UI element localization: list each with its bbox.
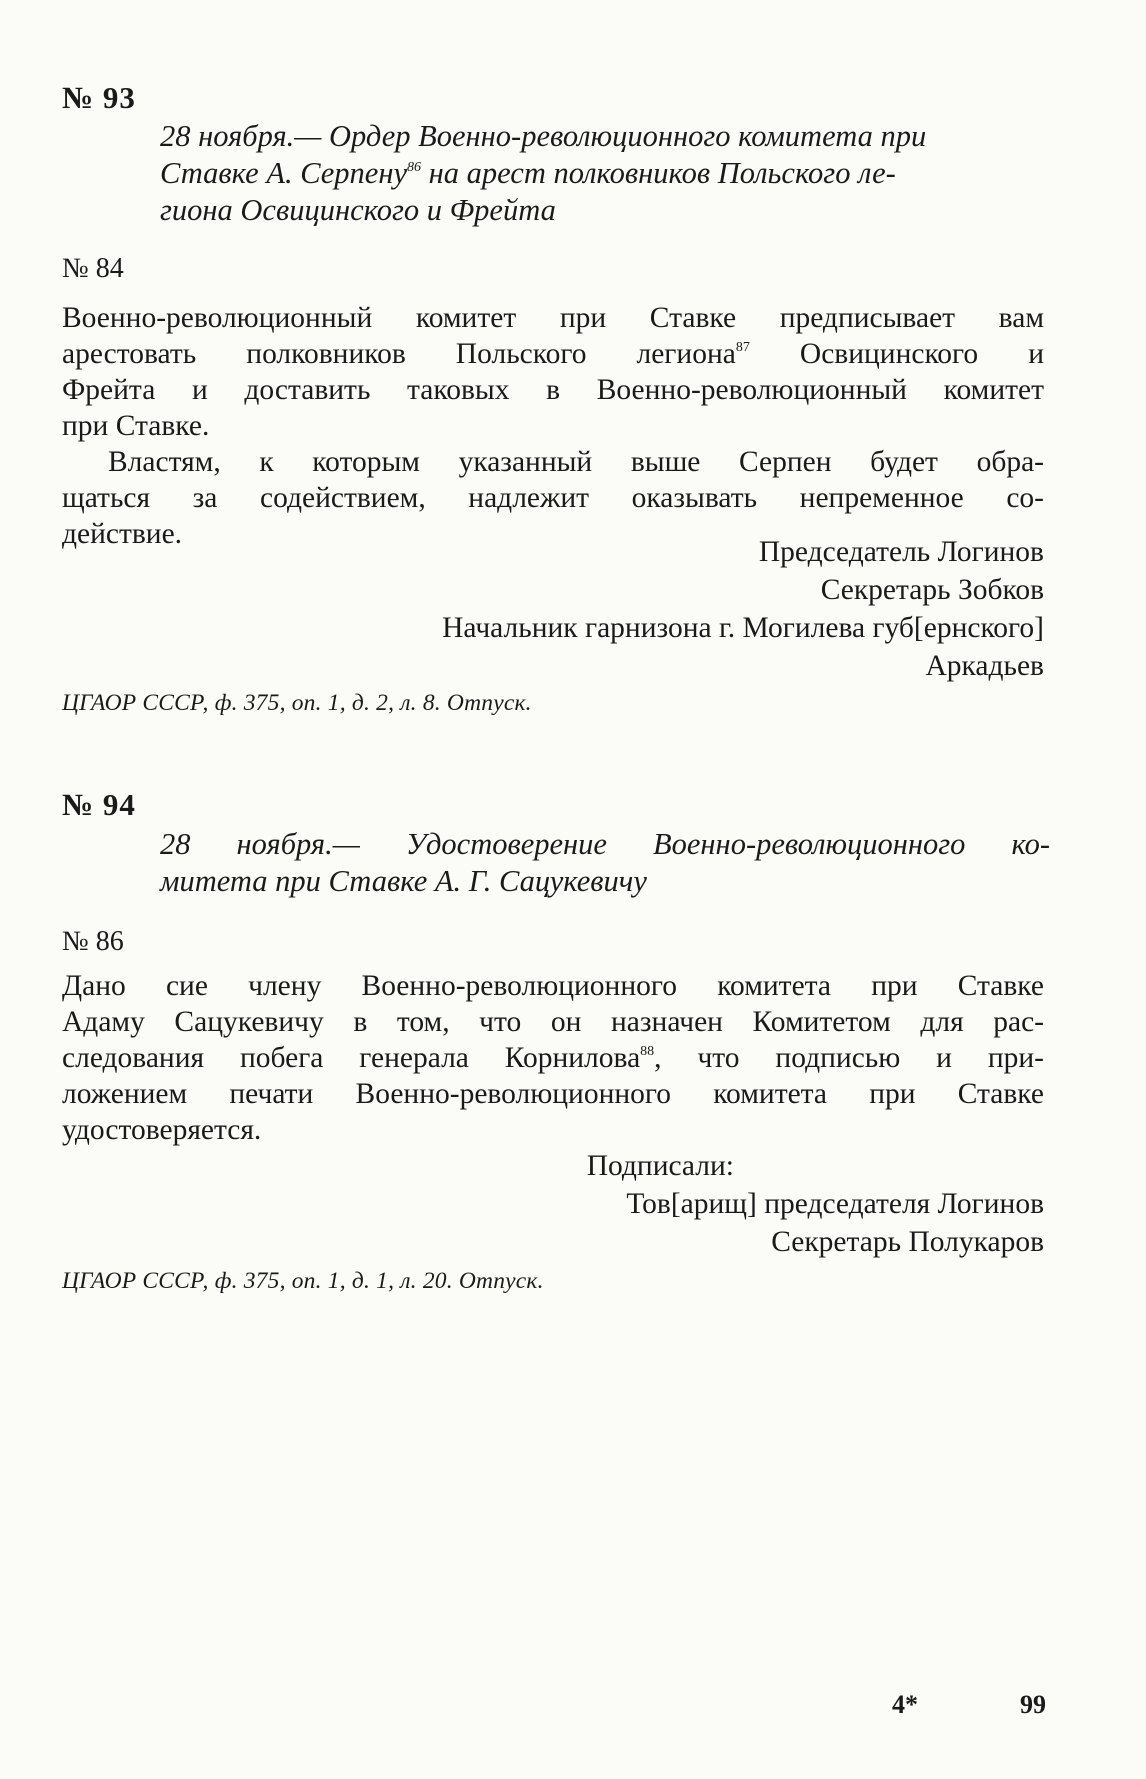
doc94-signature-secretary: Секретарь Полукаров [771, 1226, 1044, 1258]
doc93-heading-line: 28 ноября.— Ордер Военно-революционного комитета при [160, 119, 927, 153]
doc93-signature-name: Аркадьев [925, 650, 1044, 682]
doc94-archive-source: ЦГАОР СССР, ф. 375, оп. 1, д. 1, л. 20. Отпуск. [62, 1268, 544, 1294]
doc93-archive-source: ЦГАОР СССР, ф. 375, оп. 1, д. 2, л. 8. Отпуск. [62, 690, 532, 716]
doc93-heading [160, 118, 1050, 229]
doc93-line: щаться за содействием, надлежит оказывать непременное со- [62, 482, 1044, 514]
doc93-signature-garrison: Начальник гарнизона г. Могилева губ[ернского] [442, 612, 1044, 644]
doc94-signature-deputy: Тов[арищ] председателя Логинов [626, 1188, 1044, 1220]
doc93-heading-line: гиона Освицинского и Фрейта [160, 193, 556, 227]
doc93-heading-line-text: Ставке А. Серпену$^{86}$ на арест полковников Польского ле- [160, 156, 896, 190]
doc93-line: Властям, к которым указанный выше Серпен будет обра- [108, 446, 1044, 478]
doc93-body [62, 300, 1044, 552]
doc93-signature-secretary: Секретарь Зобков [820, 574, 1044, 606]
footnote-marker: 86 [407, 160, 422, 175]
doc93-line [62, 336, 1044, 372]
signature-mark: 4* [892, 1690, 918, 1719]
doc94-line-text: следования побега генерала Корнилова [62, 1042, 641, 1074]
doc94-line [62, 1040, 1044, 1076]
footnote-marker: 88 [640, 1044, 655, 1059]
footnote-marker: 87 [735, 340, 750, 355]
doc94-line: удостоверяется. [62, 1114, 262, 1146]
doc94-line-text: , что подписью и при- [654, 1042, 1044, 1074]
doc94-body [62, 968, 1044, 1148]
doc94-reference: № 86 [62, 926, 124, 957]
doc93-line: при Ставке. [62, 410, 210, 442]
page-number: 99 [1020, 1690, 1046, 1719]
doc93-signature-chair: Председатель Логинов [758, 536, 1044, 568]
doc94-line: ложением печати Военно-революционного комитета при Ставке [62, 1078, 1044, 1110]
doc93-line: Фрейта и доставить таковых в Военно-революционный комитет [62, 374, 1044, 406]
doc94-heading [160, 826, 1050, 900]
doc93-line-text: арестовать полковников Польского легиона [62, 338, 736, 370]
doc94-line: Дано сие члену Военно-революционного комитета при Ставке [62, 970, 1044, 1002]
doc93-line: Военно-революционный комитет при Ставке предписывает вам [62, 302, 1044, 334]
doc94-heading-line: митета при Ставке А. Г. Сацукевичу [160, 864, 647, 898]
doc93-heading-line [160, 155, 1050, 192]
doc94-heading-line: 28 ноября.— Удостоверение Военно-революционного ко- [160, 827, 1050, 861]
doc94-signed-label: Подписали: [586, 1150, 734, 1182]
doc94-number: № 94 [62, 787, 136, 822]
doc93-number: № 93 [62, 80, 136, 115]
doc93-line-text: Освицинского и [799, 338, 1044, 370]
doc93-reference: № 84 [62, 253, 124, 284]
doc94-line: Адаму Сацукевичу в том, что он назначен Комитетом для рас- [62, 1006, 1044, 1038]
doc93-line: действие. [62, 518, 183, 550]
